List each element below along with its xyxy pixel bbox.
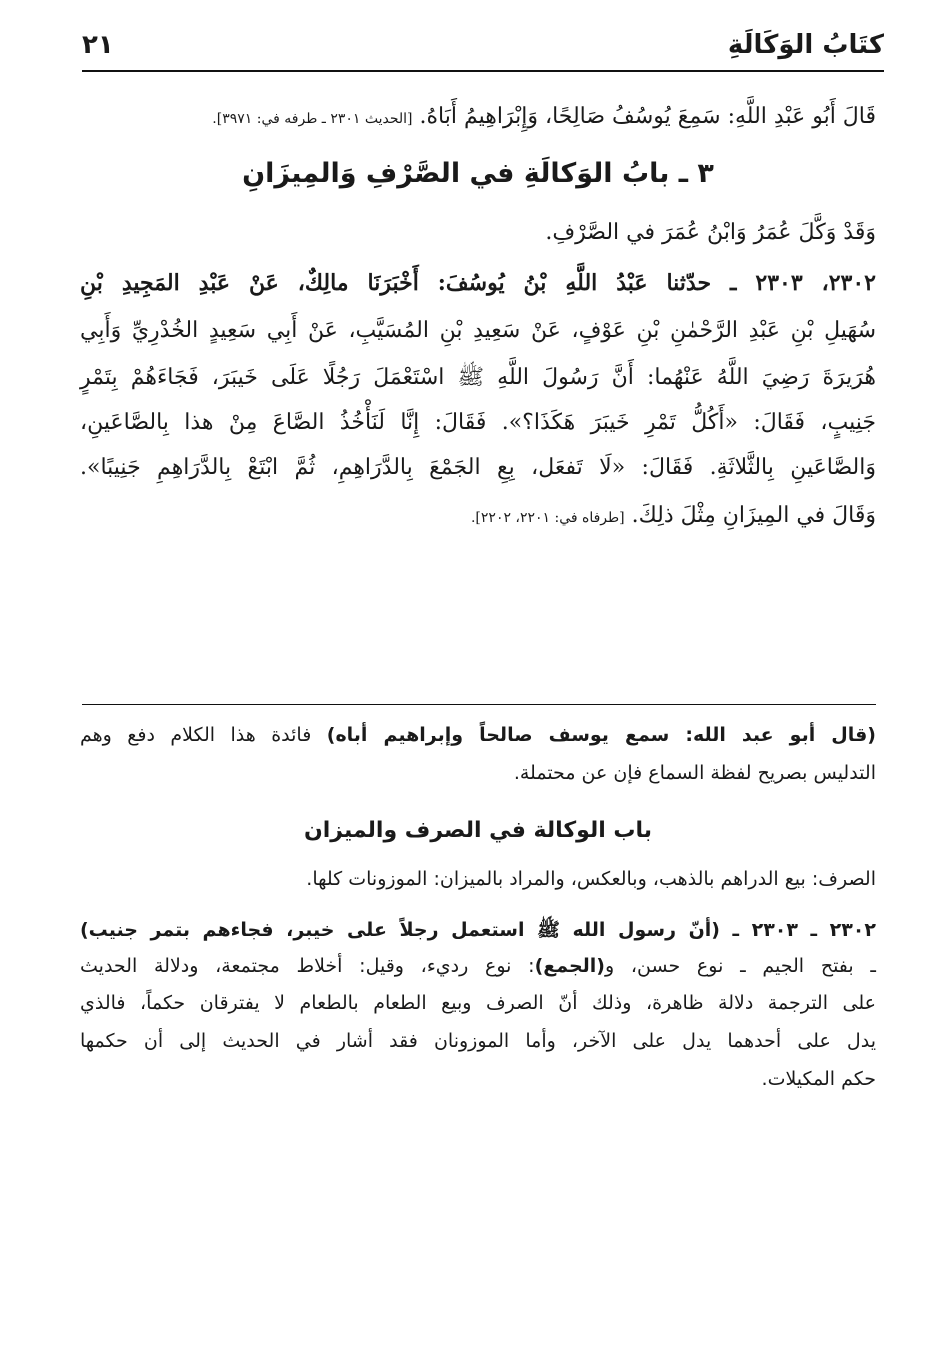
footnote-5-a: ـ بفتح الجيم ـ نوع حسن، و xyxy=(605,955,877,977)
line8-reference: [طرفاه في: ٢٢٠١، ٢٢٠٢]. xyxy=(470,510,625,526)
footnote-line-5 xyxy=(80,955,876,977)
hadith-line-3: هُرَيرَةَ رَضِيَ اللَّهُ عَنْهُما: أَنَّ رَسُولَ اللَّهِ ﷺ اسْتَعْمَلَ رَجُلًا عَلَى خَيبَرَ، فَجَاءَهُمْ بِتَمْرٍ xyxy=(80,365,876,390)
line1-text: قَالَ أَبُو عَبْدِ اللَّهِ: سَمِعَ يُوسُفُ صَالِحًا، وَإِبْرَاهِيمُ أَبَاهُ. xyxy=(419,104,876,129)
hadith-line-1: ٢٣٠٢، ٢٣٠٣ ـ حدّثنا عَبْدُ اللَّهِ بْنُ يُوسُفَ: أَخْبَرَنَا مالِكٌ، عَنْ عَبْدِ المَجِيدِ بْنِ xyxy=(80,270,876,296)
footnote-heading: باب الوكالة في الصرف والميزان xyxy=(303,818,653,843)
footnote-line-8: حكم المكيلات. xyxy=(761,1068,876,1090)
header-divider xyxy=(82,70,884,72)
footnote-line-3: الصرف: بيع الدراهم بالذهب، وبالعكس، والمراد بالميزان: الموزونات كلها. xyxy=(306,868,876,890)
footnote-line-4: ٢٣٠٢ ـ ٢٣٠٣ ـ (أنّ رسول الله ﷺ استعمل رجلاً على خيبر، فجاءهم بتمر جنيب) xyxy=(80,919,876,941)
line1-reference: [الحديث ٢٣٠١ ـ طرفه في: ٣٩٧١]. xyxy=(212,111,413,127)
footnote-line-6: على الترجمة دلالة ظاهرة، وذلك أنّ الصرف وبيع الطعام بالطعام لا يفترقان حكماً، فالذي xyxy=(80,992,876,1014)
footnote-1-rest: فائدة هذا الكلام دفع وهم xyxy=(80,724,327,746)
footnote-line-7: يدل على أحدهما يدل على الآخر، وأما الموزونان فقد أشار في الحديث إلى أن حكمها xyxy=(80,1030,876,1052)
chapter-heading: ٣ ـ بابُ الوَكالَةِ في الصَّرْفِ وَالمِيزَانِ xyxy=(242,158,714,189)
footnote-1-bold: (قال أبو عبد الله: سمع يوسف صالحاً وإبراهيم أباه) xyxy=(326,724,876,746)
footnote-5-b: : نوع رديء، وقيل: أخلاط مجتمعة، ودلالة الحديث xyxy=(80,955,535,977)
footnote-divider xyxy=(82,704,876,705)
hadith-line-4: جَنِيبٍ، فَقَالَ: «أَكُلُّ تَمْرِ خَيبَرَ هَكَذَا؟». فَقَالَ: إِنَّا لَنَأْخُذُ الصَّاعَ مِنْ هذا بِالصَّاعَينِ، xyxy=(80,410,876,435)
body-line-2: وَقَدْ وَكَّلَ عُمَرُ وَابْنُ عُمَرَ في الصَّرْفِ. xyxy=(545,220,876,245)
body-line-1 xyxy=(212,104,876,129)
body-line-8 xyxy=(471,503,876,528)
footnote-line-1 xyxy=(80,724,876,746)
page-number: ٢١ xyxy=(82,30,114,60)
footnote-line-2: التدليس بصريح لفظة السماع فإن عن محتملة. xyxy=(513,762,876,784)
line8-text: وَقَالَ في المِيزَانِ مِثْلَ ذلِكَ. xyxy=(631,503,876,528)
footnote-5-bold: (الجمع) xyxy=(534,955,605,977)
running-header-title: كتَابُ الوَكَالَةِ xyxy=(727,30,884,60)
hadith-line-2: سُهَيلِ بْنِ عَبْدِ الرَّحْمٰنِ بْنِ عَوْفٍ، عَنْ سَعِيدِ بْنِ المُسَيَّبِ، عَنْ أَبِي سَعِيدٍ الخُدْرِيِّ وَأَبِي xyxy=(80,318,876,343)
hadith-line-5: وَالصَّاعَينِ بِالثَّلاثَةِ. فَقَالَ: «لَا تَفعَل، بِعِ الجَمْعَ بِالدَّرَاهِمِ، ثُمَّ ابْتَعْ بِالدَّرَاهِمِ جَنِيبًا». xyxy=(80,455,876,480)
